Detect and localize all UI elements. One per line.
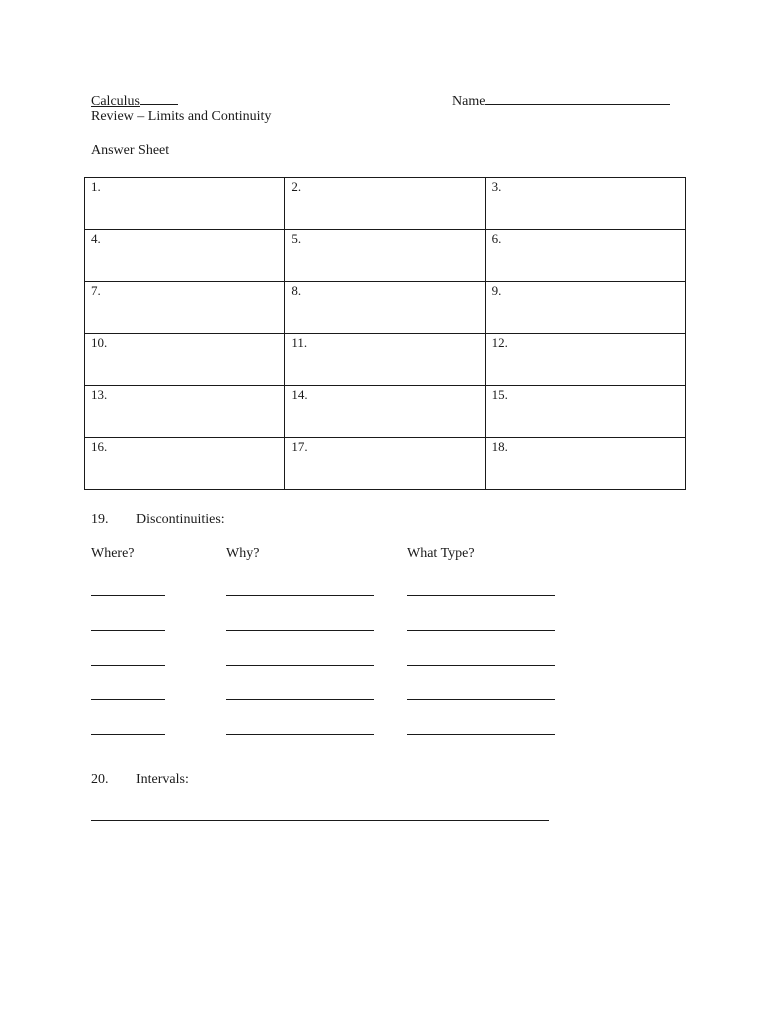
answer-grid [84, 177, 686, 490]
grid-row [85, 230, 686, 282]
why-blank [226, 734, 374, 735]
answer-cell-4: 4. [85, 230, 285, 282]
answer-cell-13: 13. [85, 386, 285, 438]
column-header-where: Where? [91, 546, 135, 561]
type-blank [407, 630, 555, 631]
type-blank [407, 734, 555, 735]
answer-cell-9: 9. [485, 282, 685, 334]
answer-cell-7: 7. [85, 282, 285, 334]
question-19-label: Discontinuities: [136, 512, 225, 527]
type-blank [407, 699, 555, 700]
worksheet-subtitle: Review – Limits and Continuity [91, 109, 272, 124]
why-blank [226, 699, 374, 700]
course-title [91, 92, 178, 110]
answer-cell-6: 6. [485, 230, 685, 282]
question-20-label: Intervals: [136, 772, 189, 787]
intervals-blank [91, 820, 549, 821]
answer-cell-17: 17. [285, 438, 485, 490]
grid-row [85, 282, 686, 334]
course-name: Calculus [91, 94, 140, 109]
where-blank [91, 734, 165, 735]
answer-cell-8: 8. [285, 282, 485, 334]
why-blank [226, 630, 374, 631]
why-blank [226, 595, 374, 596]
answer-cell-1: 1. [85, 178, 285, 230]
answer-cell-5: 5. [285, 230, 485, 282]
name-label-text: Name [452, 94, 486, 109]
where-blank [91, 595, 165, 596]
grid-row [85, 334, 686, 386]
answer-cell-16: 16. [85, 438, 285, 490]
answer-cell-3: 3. [485, 178, 685, 230]
course-blank [140, 92, 178, 105]
question-19-number: 19. [91, 512, 109, 527]
answer-cell-18: 18. [485, 438, 685, 490]
where-blank [91, 665, 165, 666]
grid-row [85, 438, 686, 490]
type-blank [407, 595, 555, 596]
why-blank [226, 665, 374, 666]
where-blank [91, 699, 165, 700]
column-header-why: Why? [226, 546, 260, 561]
section-heading: Answer Sheet [91, 143, 170, 158]
name-blank [485, 92, 670, 105]
where-blank [91, 630, 165, 631]
answer-cell-11: 11. [285, 334, 485, 386]
answer-cell-2: 2. [285, 178, 485, 230]
name-label [452, 92, 670, 110]
grid-row [85, 386, 686, 438]
answer-cell-12: 12. [485, 334, 685, 386]
grid-row [85, 178, 686, 230]
answer-cell-15: 15. [485, 386, 685, 438]
answer-cell-14: 14. [285, 386, 485, 438]
column-header-what-type: What Type? [407, 546, 475, 561]
answer-cell-10: 10. [85, 334, 285, 386]
type-blank [407, 665, 555, 666]
question-20-number: 20. [91, 772, 109, 787]
